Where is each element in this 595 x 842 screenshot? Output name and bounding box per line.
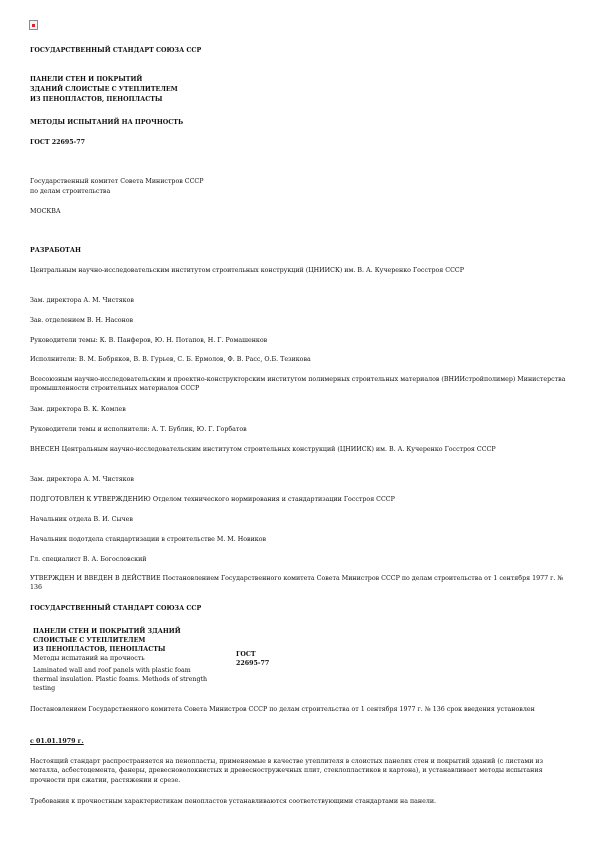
dev-paragraph-8: Руководители темы и исполнители: А. Т. Бублик, Ю. Г. Горбатов: [30, 426, 247, 433]
decree-paragraph: Постановлением Государственного комитета Совета Министров СССР по делам строительства от 1 сентября 1977 г. № 136 срок введения установлен: [30, 706, 535, 713]
std-english-line-2: thermal insulation. Plastic foams. Methods of strength: [33, 676, 208, 683]
header-methods: МЕТОДЫ ИСПЫТАНИЙ НА ПРОЧНОСТЬ: [30, 119, 184, 126]
scope-paragraph: Настоящий стандарт распространяется на пенопласты, применяемые в качестве утеплителя в слоистых панелях стен и покрытий зданий (с листами из металла, асбестоцемента, фанеры, древесноволокнистых и древесностружечных плит, стеклопластиков и картона), и устанавливает методы испытания прочности при сжатии, растяжении и срезе.: [30, 758, 544, 784]
committee-line-1: Государственный комитет Совета Министров СССР: [30, 178, 204, 185]
std-title-line-1: ПАНЕЛИ СТЕН И ПОКРЫТИЙ ЗДАНИЙ: [33, 628, 181, 635]
dev-paragraph-11: ПОДГОТОВЛЕН К УТВЕРЖДЕНИЮ Отделом технического нормирования и стандартизации Госстроя СССР: [30, 496, 395, 503]
dev-paragraph-14: Гл. специалист В. А. Богословский: [30, 556, 147, 563]
header-gost: ГОСТ 22695-77: [30, 139, 86, 146]
std-english-line-1: Laminated wall and roof panels with plastic foam: [33, 667, 191, 674]
std-title-line-3: ИЗ ПЕНОПЛАСТОВ, ПЕНОПЛАСТЫ: [33, 646, 166, 653]
header-title-line-3: ИЗ ПЕНОПЛАСТОВ, ПЕНОПЛАСТЫ: [30, 96, 163, 103]
std-org: ГОСУДАРСТВЕННЫЙ СТАНДАРТ СОЮЗА ССР: [30, 605, 202, 612]
broken-image-icon: [29, 20, 38, 30]
developed-heading: РАЗРАБОТАН: [30, 247, 81, 254]
dev-paragraph-13: Начальник подотдела стандартизации в строительстве М. М. Новиков: [30, 536, 267, 543]
dev-paragraph-2: Зам. директора А. М. Чистяков: [30, 297, 134, 304]
header-title-line-1: ПАНЕЛИ СТЕН И ПОКРЫТИЙ: [30, 76, 143, 83]
dev-paragraph-1: Центральным научно-исследовательским институтом строительных конструкций (ЦНИИСК) им. В. А. Кучеренко Госстроя СССР: [30, 267, 464, 274]
effective-date: с 01.01.1979 г.: [30, 738, 84, 745]
std-title-line-2: СЛОИСТЫЕ С УТЕПЛИТЕЛЕМ: [33, 637, 146, 644]
dev-paragraph-5: Исполнители: В. М. Бобряков, В. В. Гурьев, С. Б. Ермолов, Ф. В. Расс, О.Б. Тезикова: [30, 356, 311, 363]
header-org: ГОСУДАРСТВЕННЫЙ СТАНДАРТ СОЮЗА ССР: [30, 47, 202, 54]
std-english-line-3: testing: [33, 685, 56, 692]
std-gost-label: ГОСТ: [236, 651, 256, 658]
dev-paragraph-4: Руководители темы: К. В. Панферов, Ю. Н. Потапов, Н. Г. Ромашенков: [30, 337, 268, 344]
std-gost-number: 22695-77: [236, 660, 270, 667]
dev-paragraph-3: Зав. отделением В. Н. Насонов: [30, 317, 134, 324]
dev-paragraph-9: ВНЕСЕН Центральным научно-исследовательским институтом строительных конструкций (ЦНИИСК) им. В. А. Кучеренко Госстроя СССР: [30, 446, 496, 453]
committee-line-2: по делам строительства: [30, 188, 111, 195]
std-methods-ru: Методы испытаний на прочность: [33, 655, 145, 662]
dev-paragraph-12: Начальник отдела В. И. Сычев: [30, 516, 133, 523]
header-title-line-2: ЗДАНИЙ СЛОИСТЫЕ С УТЕПЛИТЕЛЕМ: [30, 86, 178, 93]
dev-paragraph-7: Зам. директора В. К. Комлев: [30, 406, 126, 413]
requirements-paragraph: Требования к прочностным характеристикам пенопластов устанавливаются соответствующими стандартами на панели.: [30, 798, 437, 805]
city: МОСКВА: [30, 208, 61, 215]
dev-paragraph-15: УТВЕРЖДЕН И ВВЕДЕН В ДЕЙСТВИЕ Постановлением Государственного комитета Совета Министров СССР по делам строительства от 1 сентября 1977 г. № 136: [30, 575, 564, 592]
dev-paragraph-6: Всесоюзным научно-исследовательским и проектно-конструкторским институтом полимерных строительных материалов (ВНИИстройполимер) Министерства промышленности строительных материалов СССР: [30, 376, 566, 393]
dev-paragraph-10: Зам. директора А. М. Чистяков: [30, 476, 134, 483]
